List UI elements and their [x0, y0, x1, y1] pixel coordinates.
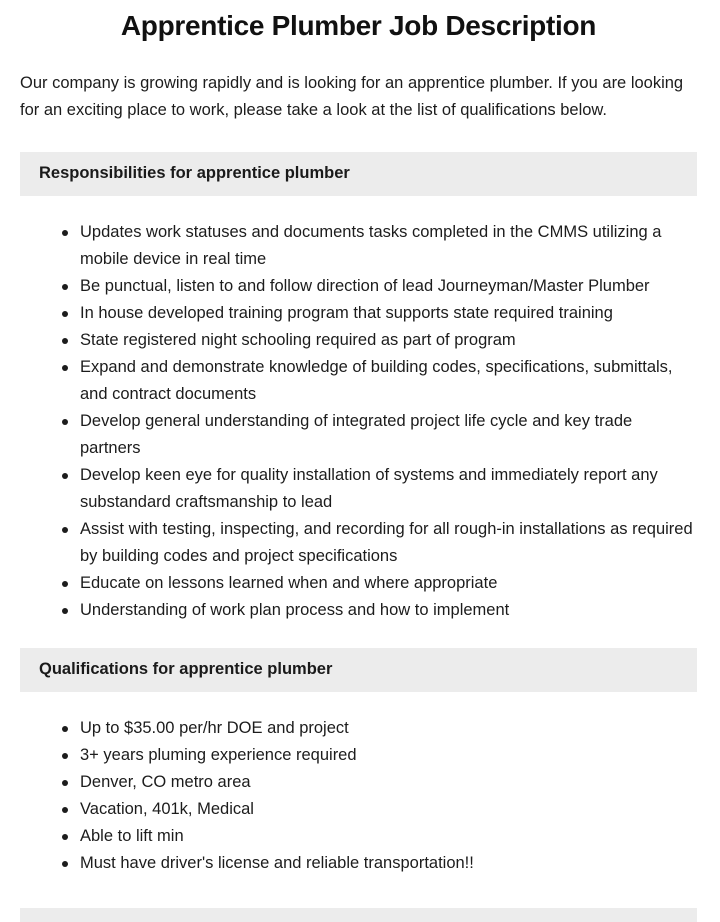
section-header-partial [20, 908, 697, 922]
page-title: Apprentice Plumber Job Description [120, 10, 597, 41]
list-item: Updates work statuses and documents tasks completed in the CMMS utilizing a mobile device in real time [62, 219, 697, 273]
section-header-qualifications: Qualifications for apprentice plumber [20, 648, 697, 692]
list-item: Educate on lessons learned when and where appropriate [62, 570, 697, 597]
section-header-responsibilities: Responsibilities for apprentice plumber [20, 152, 697, 196]
list-item: Vacation, 401k, Medical [62, 796, 697, 823]
list-item: Expand and demonstrate knowledge of building codes, specifications, submittals, and contract documents [62, 354, 697, 408]
list-item: 3+ years pluming experience required [62, 742, 697, 769]
intro-paragraph: Our company is growing rapidly and is looking for an apprentice plumber. If you are looking for an exciting place to work, please take a look at the list of qualifications below. [20, 74, 684, 119]
qualifications-list [20, 692, 697, 897]
list-item: Understanding of work plan process and how to implement [62, 597, 697, 624]
responsibilities-list [20, 196, 697, 648]
list-item: Denver, CO metro area [62, 769, 697, 796]
list-item: Develop general understanding of integrated project life cycle and key trade partners [62, 408, 697, 462]
list-item: Able to lift min [62, 823, 697, 850]
list-item: Be punctual, listen to and follow direction of lead Journeyman/Master Plumber [62, 273, 697, 300]
list-item: In house developed training program that supports state required training [62, 300, 697, 327]
list-item: State registered night schooling required as part of program [62, 327, 697, 354]
list-item: Up to $35.00 per/hr DOE and project [62, 715, 697, 742]
list-item: Must have driver's license and reliable transportation!! [62, 850, 697, 877]
list-item: Develop keen eye for quality installation of systems and immediately report any substandard craftsmanship to lead [62, 462, 697, 516]
list-item: Assist with testing, inspecting, and recording for all rough-in installations as required by building codes and project specifications [62, 516, 697, 570]
